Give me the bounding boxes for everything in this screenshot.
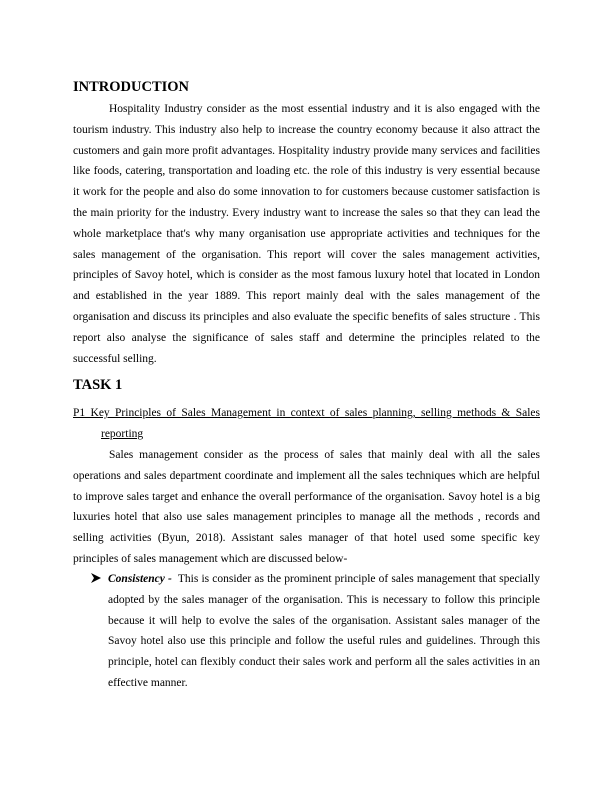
task1-paragraph: Sales management consider as the process of sales that mainly deal with all the sales operations and sales department coordinate and implement all the sales techniques which are helpful to improve sales target and enhance the overall performance of the organisation. Savoy hotel is a big luxuries hotel that also use sales management principles to manage all the methods , records and selling activities (Byun, 2018). Assistant sales manager of that hotel used some specific key principles of sales management which are discussed below- (73, 449, 540, 565)
arrow-bullet-icon (90, 572, 102, 584)
task1-heading: TASK 1 (73, 377, 123, 393)
introduction-paragraph: Hospitality Industry consider as the most essential industry and it is also engaged with the tourism industry. This industry also help to increase the country economy because it also attract the customers and gain more profit advantages. Hospitality industry provide many services and facilities like foods, catering, transportation and loading etc. the role of this industry is very essential because it work for the people and also do some innovation to for customers because customer satisfaction is the main priority for the industry. Every industry want to increase the sales so that they can lead the whole marketplace that's why many organisation use appropriate activities and techniques for the sales management of the organisation. This report will cover the sales management activities, principles of Savoy hotel, which is consider as the most famous luxury hotel that located in London and established in the year 1889. This report mainly deal with the sales management of the organisation and discuss its principles and also evaluate the specific benefits of sales structure . This report also analyse the significance of sales staff and determine the principles related to the successful selling. (73, 103, 540, 365)
bullet-text (108, 569, 540, 694)
bullet-item-consistency (90, 569, 540, 694)
bullet-term: Consistency - (108, 573, 172, 585)
bullet-description: This is consider as the prominent principle of sales management that specially adopted by the sales manager of the organisation. This is necessary to follow this principle because it will help to evolve the sales of the organisation. Assistant sales manager of the Savoy hotel also use this principle and follow the useful rules and guidelines. Through this principle, hotel can flexibly conduct their sales work and perform all the sales activities in an effective manner. (108, 573, 540, 689)
introduction-heading: INTRODUCTION (73, 79, 190, 95)
task1-subheading: P1 Key Principles of Sales Management in context of sales planning, selling methods & Sales reporting (73, 407, 540, 440)
